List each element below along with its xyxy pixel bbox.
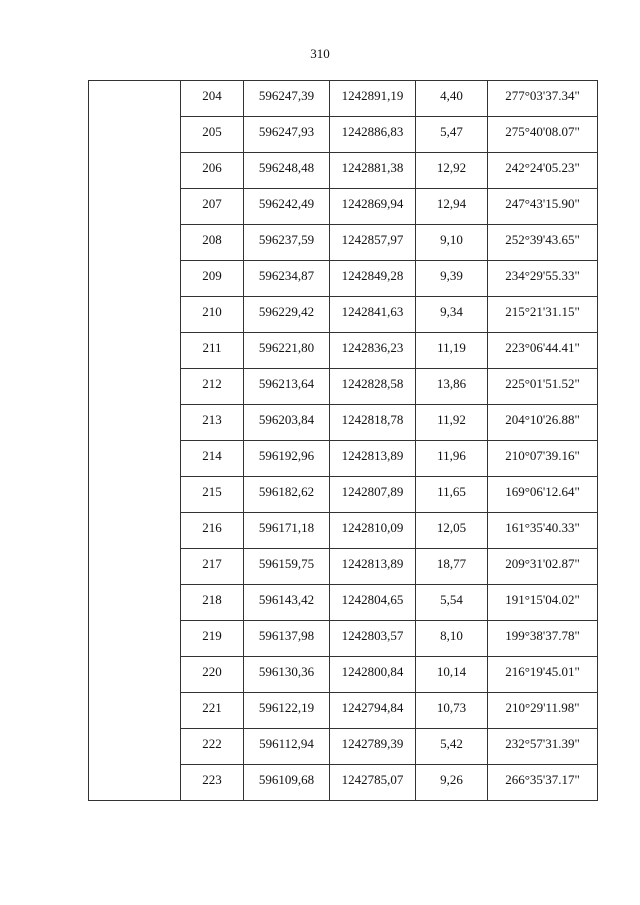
- direction-angle-cell: 223°06'44.41": [488, 333, 598, 369]
- point-number-cell: 223: [181, 765, 244, 801]
- x-coordinate-cell: 596182,62: [244, 477, 330, 513]
- x-coordinate-cell: 596171,18: [244, 513, 330, 549]
- empty-cell: [89, 765, 181, 801]
- y-coordinate-cell: 1242800,84: [330, 657, 416, 693]
- point-number-cell: 210: [181, 297, 244, 333]
- empty-cell: [89, 621, 181, 657]
- segment-length-cell: 11,65: [416, 477, 488, 513]
- x-coordinate-cell: 596213,64: [244, 369, 330, 405]
- segment-length-cell: 9,39: [416, 261, 488, 297]
- direction-angle-cell: 225°01'51.52": [488, 369, 598, 405]
- empty-cell: [89, 405, 181, 441]
- table-row: [89, 297, 598, 333]
- table-row: [89, 81, 598, 117]
- table-row: [89, 585, 598, 621]
- x-coordinate-cell: 596237,59: [244, 225, 330, 261]
- y-coordinate-cell: 1242841,63: [330, 297, 416, 333]
- point-number-cell: 216: [181, 513, 244, 549]
- y-coordinate-cell: 1242804,65: [330, 585, 416, 621]
- point-number-cell: 208: [181, 225, 244, 261]
- point-number-cell: 213: [181, 405, 244, 441]
- x-coordinate-cell: 596248,48: [244, 153, 330, 189]
- y-coordinate-cell: 1242785,07: [330, 765, 416, 801]
- segment-length-cell: 11,19: [416, 333, 488, 369]
- x-coordinate-cell: 596234,87: [244, 261, 330, 297]
- page-number: 310: [310, 46, 330, 61]
- direction-angle-cell: 277°03'37.34": [488, 81, 598, 117]
- x-coordinate-cell: 596109,68: [244, 765, 330, 801]
- x-coordinate-cell: 596192,96: [244, 441, 330, 477]
- point-number-cell: 222: [181, 729, 244, 765]
- point-number-cell: 211: [181, 333, 244, 369]
- table-row: [89, 513, 598, 549]
- direction-angle-cell: 169°06'12.64": [488, 477, 598, 513]
- x-coordinate-cell: 596112,94: [244, 729, 330, 765]
- segment-length-cell: 12,94: [416, 189, 488, 225]
- y-coordinate-cell: 1242886,83: [330, 117, 416, 153]
- empty-cell: [89, 729, 181, 765]
- y-coordinate-cell: 1242813,89: [330, 441, 416, 477]
- direction-angle-cell: 209°31'02.87": [488, 549, 598, 585]
- table-row: [89, 333, 598, 369]
- point-number-cell: 217: [181, 549, 244, 585]
- x-coordinate-cell: 596247,93: [244, 117, 330, 153]
- y-coordinate-cell: 1242803,57: [330, 621, 416, 657]
- y-coordinate-cell: 1242857,97: [330, 225, 416, 261]
- empty-cell: [89, 117, 181, 153]
- empty-cell: [89, 369, 181, 405]
- empty-cell: [89, 153, 181, 189]
- empty-cell: [89, 441, 181, 477]
- direction-angle-cell: 191°15'04.02": [488, 585, 598, 621]
- y-coordinate-cell: 1242813,89: [330, 549, 416, 585]
- direction-angle-cell: 204°10'26.88": [488, 405, 598, 441]
- segment-length-cell: 18,77: [416, 549, 488, 585]
- coordinates-table-body: [89, 81, 598, 801]
- empty-cell: [89, 657, 181, 693]
- point-number-cell: 220: [181, 657, 244, 693]
- point-number-cell: 218: [181, 585, 244, 621]
- direction-angle-cell: 210°29'11.98": [488, 693, 598, 729]
- y-coordinate-cell: 1242849,28: [330, 261, 416, 297]
- table-row: [89, 405, 598, 441]
- segment-length-cell: 9,34: [416, 297, 488, 333]
- x-coordinate-cell: 596242,49: [244, 189, 330, 225]
- segment-length-cell: 5,42: [416, 729, 488, 765]
- point-number-cell: 212: [181, 369, 244, 405]
- x-coordinate-cell: 596159,75: [244, 549, 330, 585]
- point-number-cell: 204: [181, 81, 244, 117]
- direction-angle-cell: 252°39'43.65": [488, 225, 598, 261]
- direction-angle-cell: 275°40'08.07": [488, 117, 598, 153]
- table-row: [89, 441, 598, 477]
- x-coordinate-cell: 596137,98: [244, 621, 330, 657]
- table-row: [89, 477, 598, 513]
- direction-angle-cell: 266°35'37.17": [488, 765, 598, 801]
- table-row: [89, 729, 598, 765]
- point-number-cell: 221: [181, 693, 244, 729]
- segment-length-cell: 4,40: [416, 81, 488, 117]
- direction-angle-cell: 234°29'55.33": [488, 261, 598, 297]
- empty-cell: [89, 225, 181, 261]
- direction-angle-cell: 215°21'31.15": [488, 297, 598, 333]
- segment-length-cell: 5,54: [416, 585, 488, 621]
- direction-angle-cell: 199°38'37.78": [488, 621, 598, 657]
- point-number-cell: 209: [181, 261, 244, 297]
- x-coordinate-cell: 596122,19: [244, 693, 330, 729]
- empty-cell: [89, 333, 181, 369]
- table-row: [89, 693, 598, 729]
- segment-length-cell: 8,10: [416, 621, 488, 657]
- direction-angle-cell: 232°57'31.39": [488, 729, 598, 765]
- x-coordinate-cell: 596221,80: [244, 333, 330, 369]
- x-coordinate-cell: 596203,84: [244, 405, 330, 441]
- y-coordinate-cell: 1242828,58: [330, 369, 416, 405]
- y-coordinate-cell: 1242881,38: [330, 153, 416, 189]
- segment-length-cell: 12,05: [416, 513, 488, 549]
- y-coordinate-cell: 1242818,78: [330, 405, 416, 441]
- y-coordinate-cell: 1242807,89: [330, 477, 416, 513]
- table-row: [89, 549, 598, 585]
- y-coordinate-cell: 1242836,23: [330, 333, 416, 369]
- y-coordinate-cell: 1242891,19: [330, 81, 416, 117]
- empty-cell: [89, 693, 181, 729]
- x-coordinate-cell: 596229,42: [244, 297, 330, 333]
- table-row: [89, 765, 598, 801]
- segment-length-cell: 9,26: [416, 765, 488, 801]
- point-number-cell: 206: [181, 153, 244, 189]
- segment-length-cell: 13,86: [416, 369, 488, 405]
- direction-angle-cell: 161°35'40.33": [488, 513, 598, 549]
- y-coordinate-cell: 1242789,39: [330, 729, 416, 765]
- y-coordinate-cell: 1242810,09: [330, 513, 416, 549]
- direction-angle-cell: 216°19'45.01": [488, 657, 598, 693]
- point-number-cell: 219: [181, 621, 244, 657]
- segment-length-cell: 10,73: [416, 693, 488, 729]
- point-number-cell: 214: [181, 441, 244, 477]
- direction-angle-cell: 210°07'39.16": [488, 441, 598, 477]
- direction-angle-cell: 242°24'05.23": [488, 153, 598, 189]
- segment-length-cell: 9,10: [416, 225, 488, 261]
- empty-cell: [89, 81, 181, 117]
- segment-length-cell: 11,92: [416, 405, 488, 441]
- direction-angle-cell: 247°43'15.90": [488, 189, 598, 225]
- empty-cell: [89, 513, 181, 549]
- table-row: [89, 261, 598, 297]
- empty-cell: [89, 261, 181, 297]
- table-row: [89, 369, 598, 405]
- segment-length-cell: 11,96: [416, 441, 488, 477]
- table-row: [89, 621, 598, 657]
- y-coordinate-cell: 1242794,84: [330, 693, 416, 729]
- table-row: [89, 225, 598, 261]
- x-coordinate-cell: 596130,36: [244, 657, 330, 693]
- empty-cell: [89, 585, 181, 621]
- coordinates-table: [88, 80, 598, 801]
- point-number-cell: 207: [181, 189, 244, 225]
- table-row: [89, 657, 598, 693]
- empty-cell: [89, 189, 181, 225]
- x-coordinate-cell: 596143,42: [244, 585, 330, 621]
- point-number-cell: 215: [181, 477, 244, 513]
- segment-length-cell: 5,47: [416, 117, 488, 153]
- table-row: [89, 117, 598, 153]
- y-coordinate-cell: 1242869,94: [330, 189, 416, 225]
- segment-length-cell: 12,92: [416, 153, 488, 189]
- empty-cell: [89, 297, 181, 333]
- segment-length-cell: 10,14: [416, 657, 488, 693]
- empty-cell: [89, 549, 181, 585]
- x-coordinate-cell: 596247,39: [244, 81, 330, 117]
- point-number-cell: 205: [181, 117, 244, 153]
- table-row: [89, 189, 598, 225]
- empty-cell: [89, 477, 181, 513]
- table-row: [89, 153, 598, 189]
